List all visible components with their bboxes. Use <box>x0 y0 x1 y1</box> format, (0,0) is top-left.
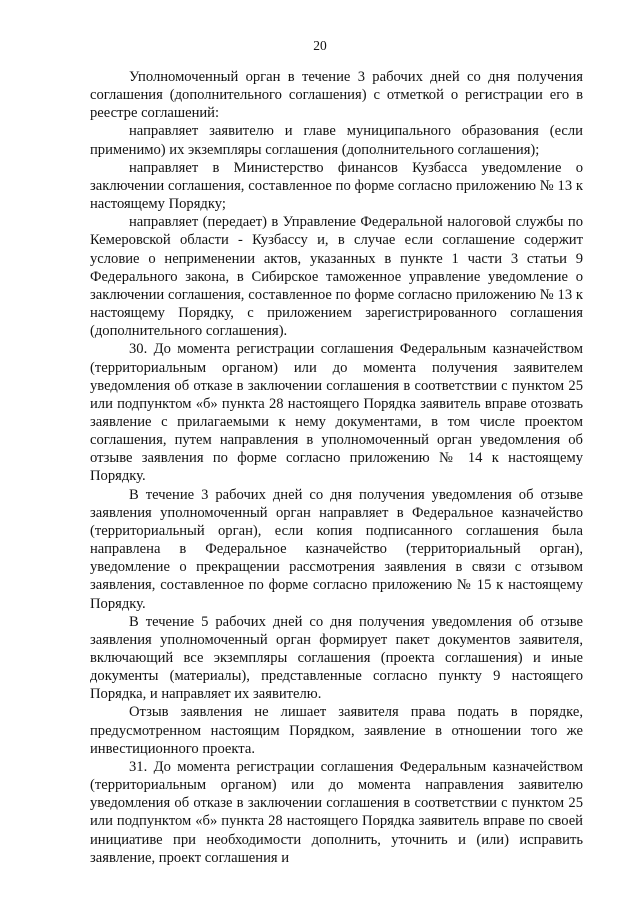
paragraph-registration-intro: Уполномоченный орган в течение 3 рабочих дней со дня получения соглашения (дополнительного соглашения) с отметкой о регистрации его в реестре соглашений: <box>90 69 583 122</box>
paragraph-return-documents: В течение 5 рабочих дней со дня получения уведомления об отзыве заявления уполномоченный орган формирует пакет документов заявителя, включающий все экземпляры соглашения (проекта соглашения) и иные документы (материалы), представленные согласно пункту 9 настоящего Порядка, и направляет их заявителю. <box>90 613 583 703</box>
paragraph-send-to-applicant: направляет заявителю и главе муниципального образования (если применимо) их экземпляры соглашения (дополнительного соглашения); <box>90 123 583 158</box>
paragraph-clause-30: 30. До момента регистрации соглашения Федеральным казначейством (территориальным органом) или до момента получения заявителем уведомления об отказе в заключении соглашения в соответствии с пунктом 25 или подпунктом «б» пункта 28 настоящего Порядка заявитель вправе отозвать заявление с прилагаемыми к нему документами, в том числе проектом соглашения, путем направления в уполномоченный орган уведомления об отзыве заявления по форме согласно приложению № 14 к настоящему Порядку. <box>90 341 583 485</box>
paragraph-notice-to-treasury: В течение 3 рабочих дней со дня получения уведомления об отзыве заявления уполномоченный орган направляет в Федеральное казначейство (территориальный орган), если копия подписанного соглашения была направлена в Федеральное казначейство (территориальный орган), уведомление о прекращении рассмотрения заявления в связи с отзывом заявления, составленное по форме согласно приложению № 15 к настоящему Порядку. <box>90 486 583 612</box>
page-number: 20 <box>313 38 327 53</box>
paragraph-send-to-tax-service: направляет (передает) в Управление Федеральной налоговой службы по Кемеровской области - Кузбассу и, в случае если соглашение содержит условие о неприменении актов, указанных в пункте 1 части 3 статьи 9 Федерального закона, в Сибирское таможенное управление уведомление о заключении соглашения, составленное по форме согласно приложению № 13 к настоящему Порядку, с приложением зарегистрированного соглашения (дополнительного соглашения). <box>90 214 583 340</box>
paragraph-withdrawal-rights: Отзыв заявления не лишает заявителя права подать в порядке, предусмотренном настоящим Порядком, заявление в отношении того же инвестиционного проекта. <box>90 704 583 757</box>
paragraph-send-to-ministry: направляет в Министерство финансов Кузбасса уведомление о заключении соглашения, составленное по форме согласно приложению № 13 к настоящему Порядку; <box>90 159 583 213</box>
paragraph-clause-31: 31. До момента регистрации соглашения Федеральным казначейством (территориальным органом) или до момента направления заявителю уведомления об отказе в заключении соглашения в соответствии с пунктом 25 или подпунктом «б» пункта 28 настоящего Порядка заявитель вправе по своей инициативе при необходимости дополнить, уточнить и (или) исправить заявление, проект соглашения и <box>90 758 583 866</box>
document-body <box>90 68 583 867</box>
